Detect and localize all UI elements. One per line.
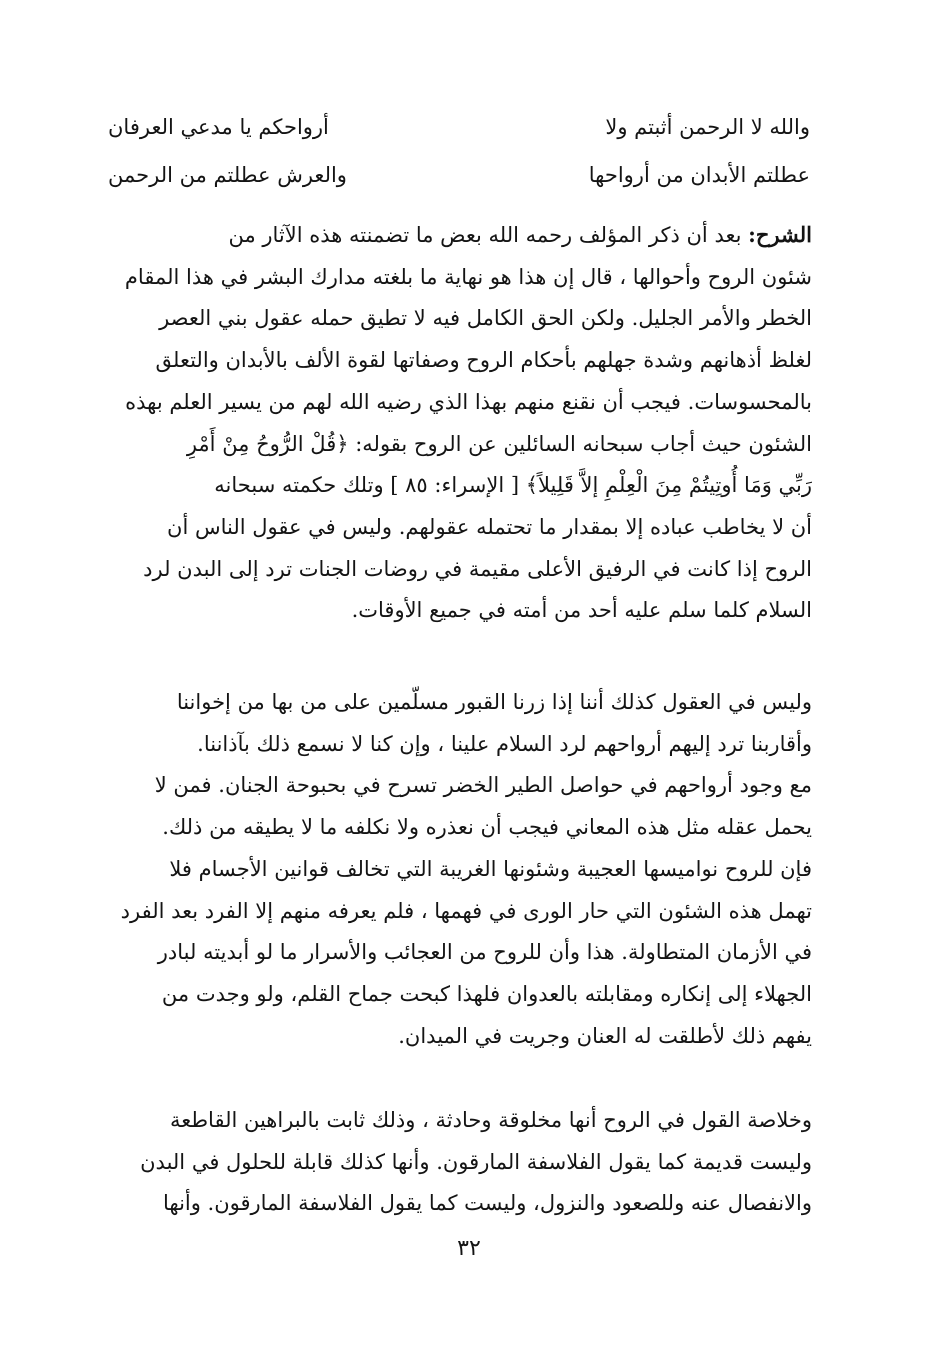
line-text: بعد أن ذكر المؤلف رحمه الله بعض ما تضمنته هذه الآثار من: [228, 223, 742, 247]
paragraph-line: بالمحسوسات. فيجب أن نقنع منهم بهذا الذي رضيه الله لهم من يسير العلم بهذه: [125, 389, 812, 414]
poetry-verse: [100, 103, 812, 199]
paragraph-line: في الأزمان المتطاولة. هذا وأن للروح من العجائب والأسرار ما لو أبديته لبادر: [157, 940, 812, 965]
paragraph-line: يفهم ذلك لأطلقت له العنان وجريت في الميدان.: [398, 1023, 812, 1048]
verse-hemistich: والله لا الرحمن أثبتم ولا: [605, 115, 810, 139]
paragraph-line: أن لا يخاطب عباده إلا بمقدار ما تحتمله عقولهم. وليس في عقول الناس أن: [167, 514, 812, 539]
paragraph-line: شئون الروح وأحوالها ، قال إن هذا هو نهاية ما بلغته مدارك البشر في هذا المقام: [124, 264, 812, 289]
paragraph-line: الخطر والأمر الجليل. ولكن الحق الكامل فيه لا تطيق حمله عقول بني العصر: [159, 306, 812, 331]
verse-hemistich: عطلتم الأبدان من أرواحها: [588, 163, 810, 187]
body-paragraph: [100, 682, 812, 1057]
paragraph-line: السلام كلما سلم عليه أحد من أمته في جميع الأوقات.: [351, 598, 812, 623]
verse-line-1: [100, 103, 812, 151]
paragraph-line: الشئون حيث أجاب سبحانه السائلين عن الروح بقوله: ﴿قُلْ الرُّوحُ مِنْ أَمْرِ: [186, 431, 812, 456]
commentary-label: الشرح:: [748, 222, 812, 247]
paragraph-line: الروح إذا كانت في الرفيق الأعلى مقيمة في روضات الجنات ترد إلى البدن لرد: [143, 556, 812, 581]
verse-hemistich: والعرش عطلتم من الرحمن: [108, 163, 347, 187]
verse-hemistich: أرواحكم يا مدعي العرفان: [108, 115, 329, 139]
body-paragraph: [100, 1100, 812, 1225]
paragraph-line: يحمل عقله مثل هذه المعاني فيجب أن نعذره ولا نكلفه ما لا يطيقه من ذلك.: [162, 815, 812, 840]
paragraph-line: وأقاربنا ترد إليهم أرواحهم لرد السلام علينا ، وإن كنا لا نسمع ذلك بآذاننا.: [197, 731, 812, 756]
paragraph-line: مع وجود أرواحهم في حواصل الطير الخضر تسرح في بحبوحة الجنان. فمن لا: [154, 773, 812, 798]
verse-line-2: [100, 151, 812, 199]
paragraph-line: رَبِّي وَمَا أُوتِيتُمْ مِنَ الْعِلْمِ إلاَّ قَلِيلاً﴾ [ الإسراء: ٨٥ ] وتلك حكمته سبحانه: [214, 473, 812, 498]
paragraph-line: وليس في العقول كذلك أننا إذا زرنا القبور مسلّمين على من بها من إخواننا: [176, 690, 812, 714]
paragraph-line: وليست قديمة كما يقول الفلاسفة المارقون. وأنها كذلك قابلة للحلول في البدن: [140, 1149, 812, 1174]
paragraph-line: فإن للروح نواميسها العجيبة وشئونها الغريبة التي تخالف قوانين الأجسام فلا: [169, 856, 812, 881]
paragraph-line: لغلظ أذهانهم وشدة جهلهم بأحكام الروح وصفاتها لقوة الألف بالأبدان والتعلق: [155, 348, 812, 373]
paragraph-line: وخلاصة القول في الروح أنها مخلوقة وحادثة ، وذلك ثابت بالبراهين القاطعة: [169, 1108, 812, 1132]
paragraph-line: تهمل هذه الشئون التي حار الورى في فهمها ، فلم يعرفه منهم إلا الفرد بعد الفرد: [120, 898, 812, 923]
paragraph-line: [100, 214, 812, 257]
commentary-paragraph: [100, 214, 812, 632]
paragraph-line: والانفصال عنه وللصعود والنزول، وليست كما يقول الفلاسفة المارقون. وأنها: [162, 1191, 812, 1216]
page-number: ٣٢: [457, 1236, 481, 1261]
paragraph-line: الجهلاء إلى إنكاره ومقابلته بالعدوان فلهذا كبحت جماح القلم، ولو وجدت من: [161, 981, 812, 1006]
